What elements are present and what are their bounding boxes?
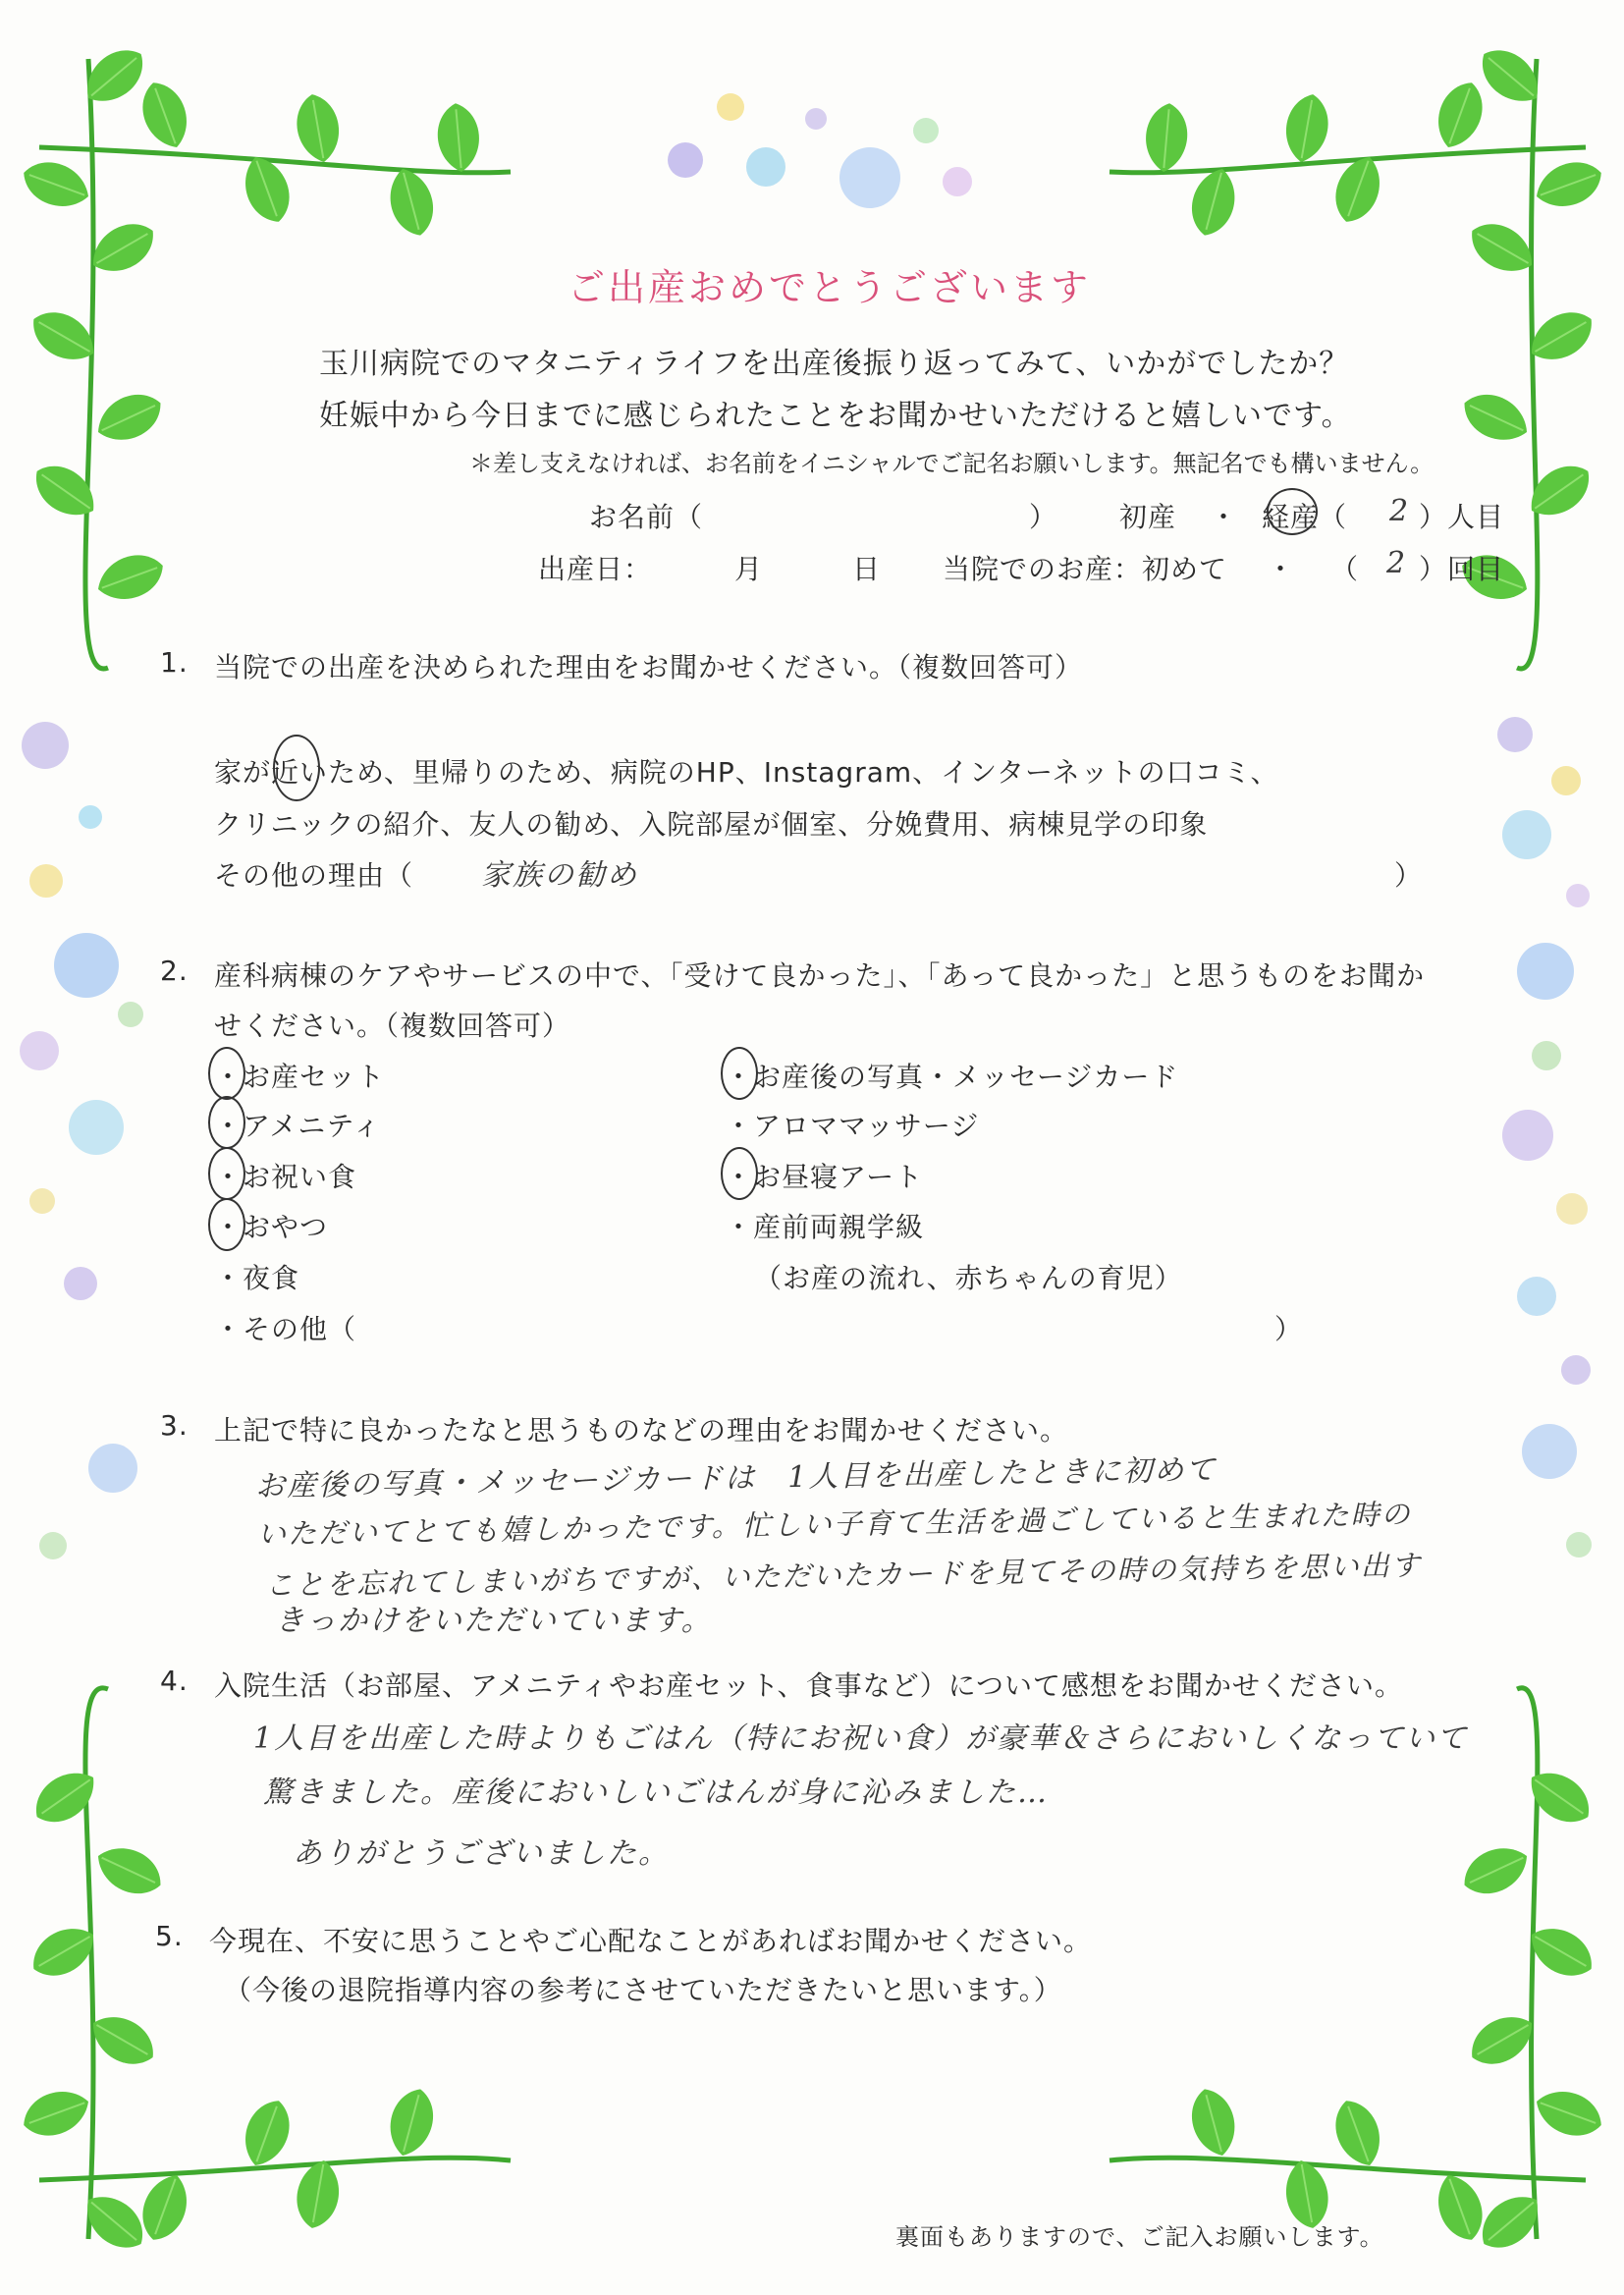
- q1-options-line-1: 家が近いため、里帰りのため、病院のHP、Instagram、インターネットの口コミ、: [214, 756, 1279, 789]
- q2-snack-circle: [208, 1198, 245, 1251]
- q5-sub: （今後の退院指導内容の参考にさせていただきたいと思います。）: [224, 1974, 1062, 2006]
- q2-parent-class-sub: （お産の流れ、赤ちゃんの育児）: [754, 1262, 1183, 1294]
- multi-birth-circle: [1267, 488, 1318, 535]
- q5-question: 今現在、不安に思うことやご心配なことがあればお聞かせください。: [209, 1925, 1093, 1957]
- q2-photo-card-circle: [721, 1047, 758, 1100]
- q2-amenity-circle: [208, 1096, 245, 1149]
- q4-answer-line-2[interactable]: 驚きました。産後においしいごはんが身に沁みました…: [263, 1776, 1049, 1810]
- page-title: ご出産おめでとうございます: [568, 266, 1092, 309]
- q1-other-label: その他の理由（: [214, 859, 414, 892]
- name-label: お名前（: [589, 501, 704, 533]
- q4-number: 4.: [160, 1665, 189, 1697]
- intro-line-1: 玉川病院でのマタニティライフを出産後振り返ってみて、いかがでしたか？: [319, 347, 1350, 381]
- q1-near-circle: [273, 735, 320, 801]
- q2-option-snack[interactable]: ・おやつ: [214, 1211, 329, 1243]
- q3-question: 上記で特に良かったなと思うものなどの理由をお聞かせください。: [214, 1414, 1069, 1447]
- q4-answer-line-1[interactable]: 1人目を出産した時よりもごはん（特にお祝い食）が豪華＆さらにおいしくなっていて: [253, 1721, 1469, 1756]
- name-close: ）: [1029, 501, 1058, 533]
- intro-line-2: 妊娠中から今日までに感じられたことをお聞かせいただけると嬉しいです。: [319, 399, 1352, 433]
- q2-option-nap-art[interactable]: ・お昼寝アート: [725, 1161, 924, 1193]
- initials-note: ＊差し支えなければ、お名前をイニシャルでご記名お願いします。無記名でも構いません。: [469, 450, 1435, 477]
- here-count-unit: ）回目: [1419, 553, 1505, 585]
- q2-question-line-1: 産科病棟のケアやサービスの中で、「受けて良かった」、「あって良かった」と思うものをお聞か: [214, 959, 1426, 992]
- q2-option-parent-class[interactable]: ・産前両親学級: [725, 1211, 925, 1243]
- name-field[interactable]: [727, 493, 1021, 532]
- q2-meal-circle: [208, 1147, 245, 1200]
- dot-separator: ・: [1210, 501, 1239, 533]
- q1-other-answer[interactable]: 家族の勧め: [481, 858, 638, 893]
- q2-number: 2.: [160, 955, 189, 987]
- footer-note: 裏面もありますので、ご記入お願いします。: [895, 2223, 1384, 2251]
- q2-option-photo-card[interactable]: ・お産後の写真・メッセージカード: [725, 1061, 1179, 1093]
- birthday-month[interactable]: 月: [734, 553, 764, 585]
- q4-answer-line-3[interactable]: ありがとうございました。: [293, 1836, 670, 1871]
- q2-option-celebration-meal[interactable]: ・お祝い食: [214, 1161, 357, 1193]
- birthday-day[interactable]: 日: [852, 553, 882, 585]
- multi-birth-count[interactable]: 2: [1389, 494, 1411, 528]
- q2-option-birth-set[interactable]: ・お産セット: [214, 1061, 386, 1093]
- q3-answer-line-3[interactable]: ことを忘れてしまいがちですが、いただいたカードを見てその時の気持ちを思い出す: [264, 1548, 1422, 1603]
- multi-birth-option[interactable]: 経産（: [1262, 501, 1348, 533]
- q4-question: 入院生活（お部屋、アメニティやお産セット、食事など）について感想をお聞かせください。: [214, 1669, 1404, 1702]
- q2-question-line-2: せください。（複数回答可）: [214, 1010, 571, 1042]
- here-count[interactable]: 2: [1386, 546, 1408, 580]
- q5-number: 5.: [155, 1920, 184, 1952]
- here-birth-label[interactable]: 当院でのお産：初めて: [943, 553, 1228, 585]
- q2-option-aroma[interactable]: ・アロママッサージ: [725, 1110, 980, 1142]
- q2-other-close: ）: [1274, 1313, 1304, 1345]
- q2-option-night-meal[interactable]: ・夜食: [214, 1262, 300, 1294]
- q2-option-amenity[interactable]: ・アメニティ: [214, 1110, 382, 1142]
- q1-other-close: ）: [1394, 859, 1424, 892]
- birthday-label: 出産日：: [538, 553, 653, 585]
- q2-nap-art-circle: [721, 1147, 758, 1200]
- q2-option-other[interactable]: ・その他（: [214, 1313, 357, 1345]
- first-birth-option[interactable]: 初産: [1119, 501, 1177, 533]
- q1-question: 当院での出産を決められた理由をお聞かせください。（複数回答可）: [214, 651, 1084, 683]
- q2-birth-set-circle: [208, 1047, 245, 1100]
- q1-options-line-2: クリニックの紹介、友人の勧め、入院部屋が個室、分娩費用、病棟見学の印象: [214, 808, 1209, 841]
- q1-number: 1.: [160, 646, 189, 679]
- q3-number: 3.: [160, 1409, 189, 1442]
- dot-separator-2: ・: [1267, 553, 1296, 585]
- multi-birth-unit: ）人目: [1419, 501, 1505, 533]
- here-count-open: （: [1330, 553, 1360, 585]
- q3-answer-line-4[interactable]: きっかけをいただいています。: [275, 1604, 713, 1638]
- q3-answer-line-1[interactable]: お産後の写真・メッセージカードは 1人目を出産したときに初めて: [254, 1452, 1218, 1504]
- q3-answer-line-2[interactable]: いただいてとても嬉しかったです。忙しい子育て生活を過ごしていると生まれた時の: [256, 1497, 1412, 1552]
